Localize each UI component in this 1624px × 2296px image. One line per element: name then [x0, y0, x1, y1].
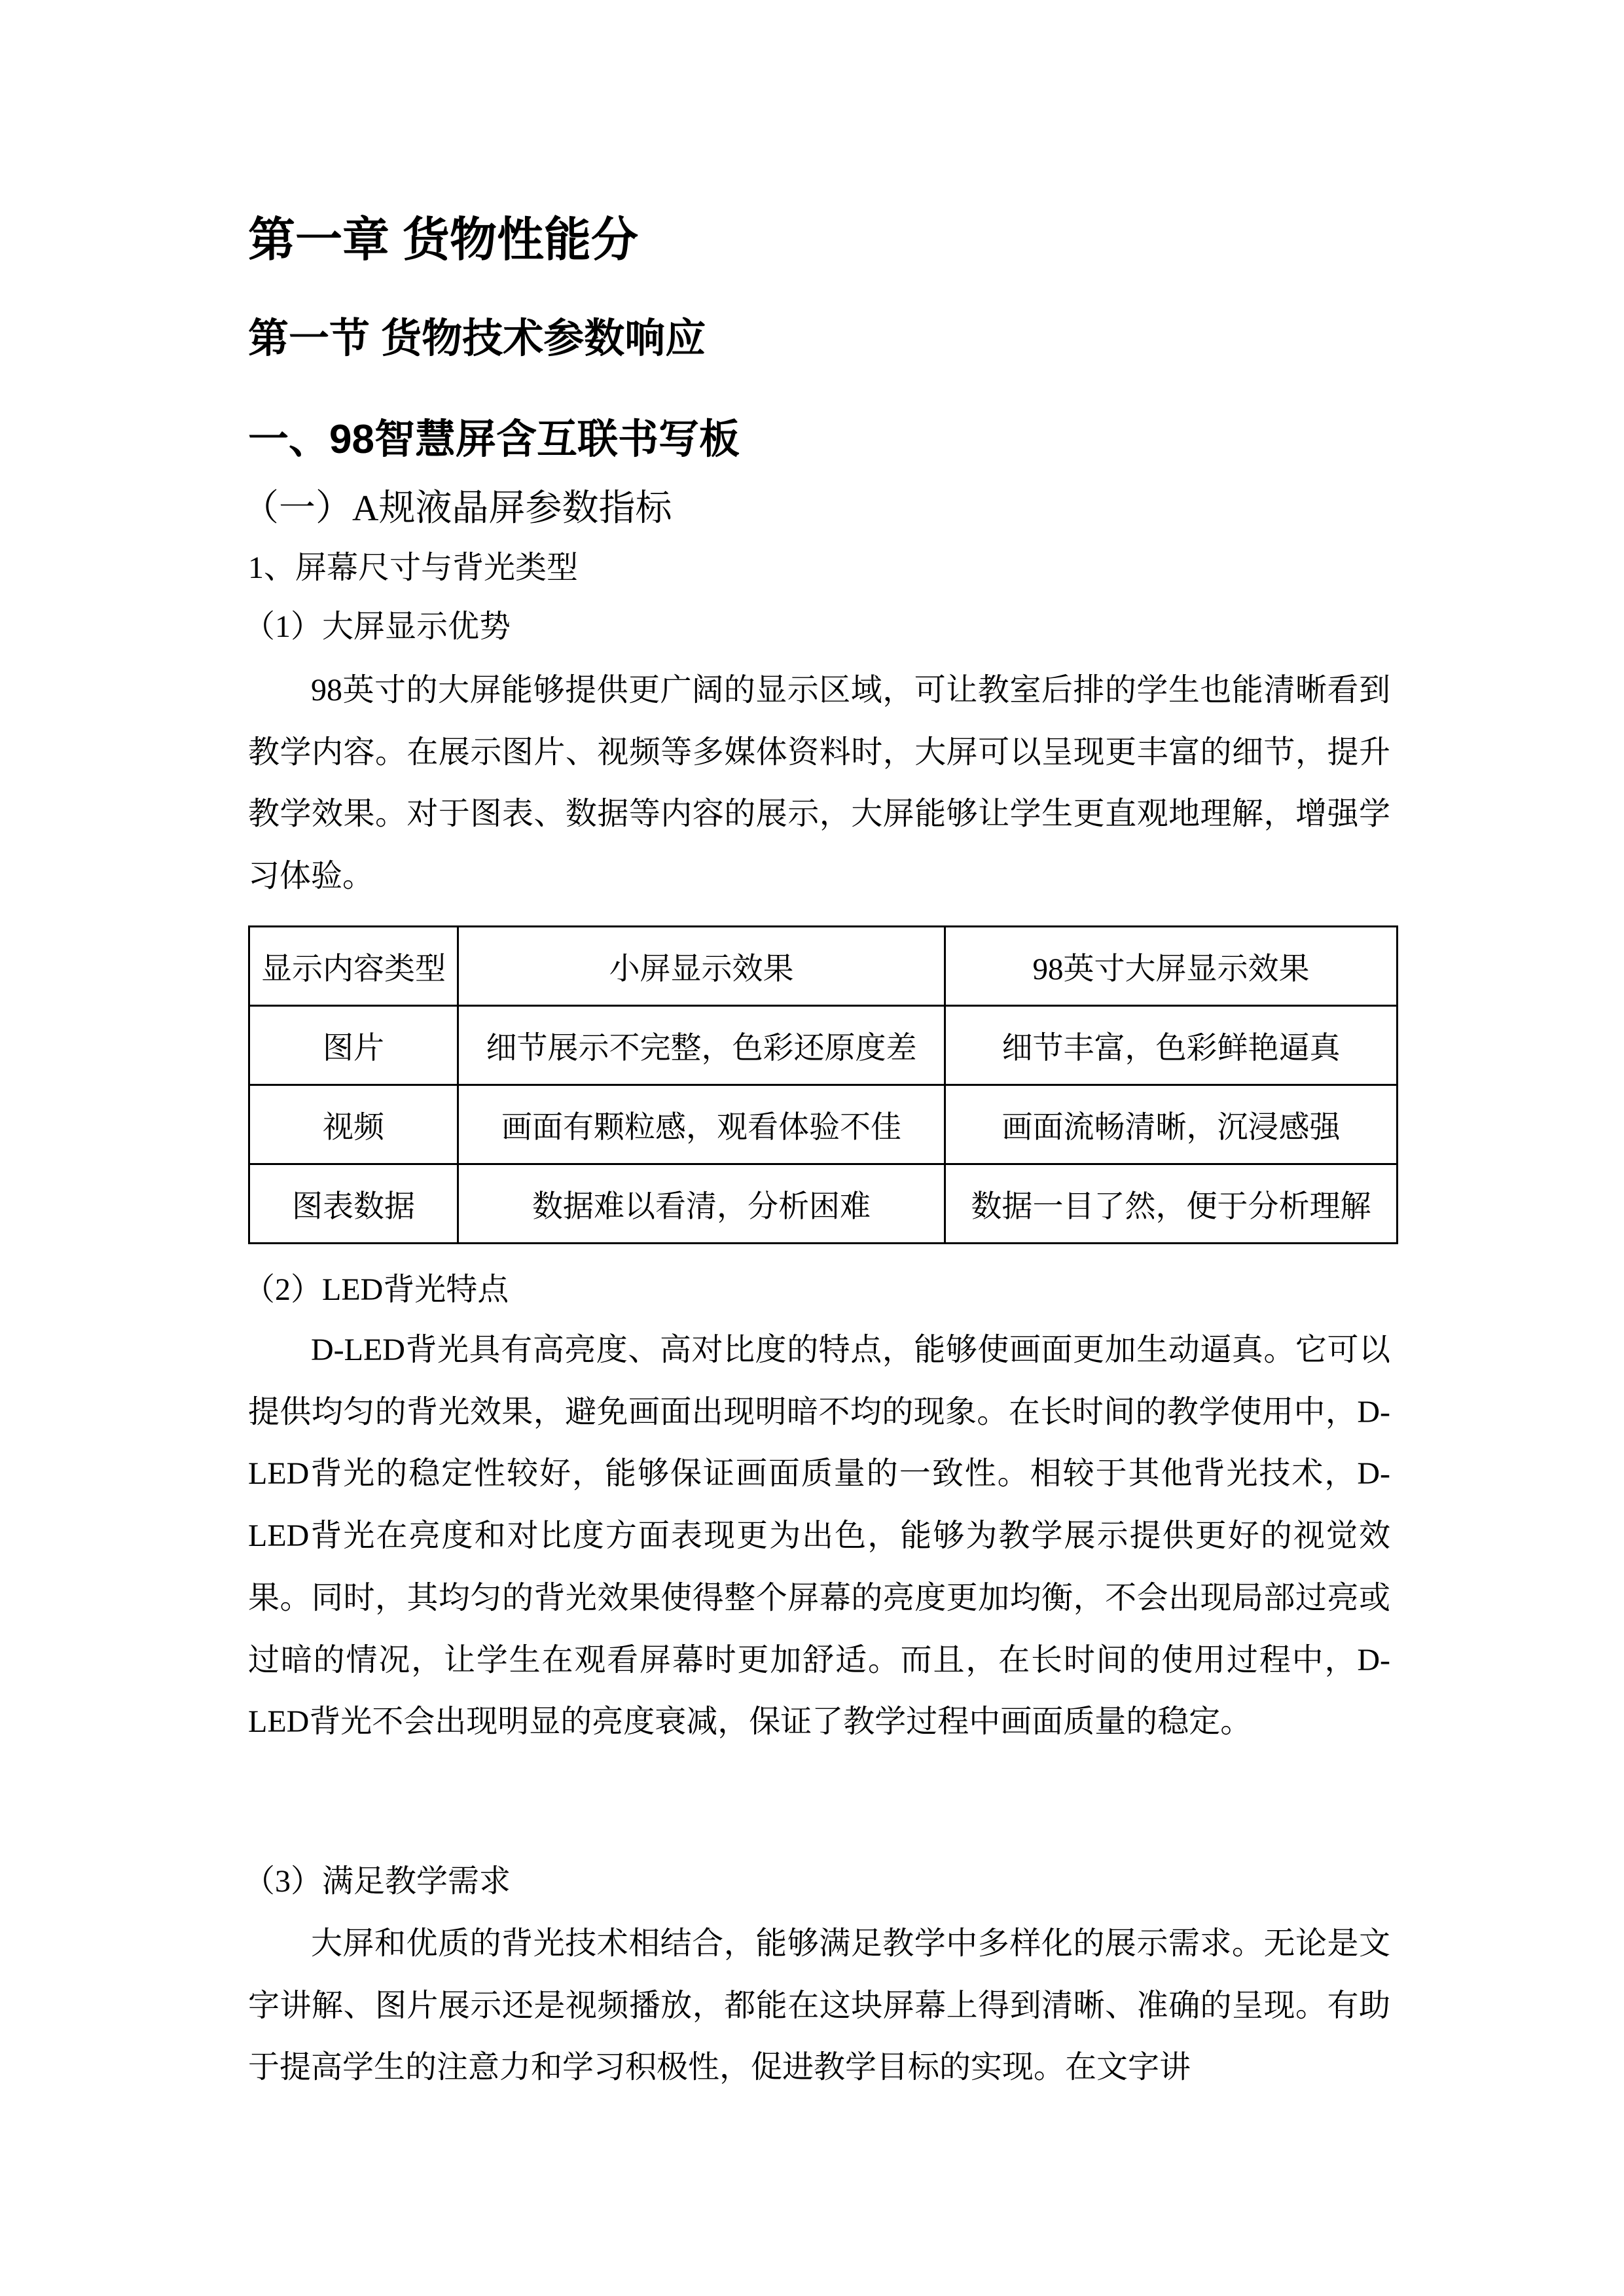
table-cell: 细节丰富，色彩鲜艳逼真: [945, 1006, 1398, 1085]
part1-paragraph: 98英寸的大屏能够提供更广阔的显示区域，可让教室后排的学生也能清晰看到教学内容。在展示图片、视频等多媒体资料时，大屏可以呈现更丰富的细节，提升教学效果。对于图表、数据等内容的展示，大屏能够让学生更直观地理解，增强学习体验。: [248, 673, 1390, 894]
table-cell: 画面有颗粒感，观看体验不佳: [458, 1085, 945, 1164]
table-cell: 数据难以看清，分析困难: [458, 1164, 945, 1244]
table-row: [249, 1085, 1398, 1164]
item-title: 1、屏幕尺寸与背光类型: [248, 550, 579, 585]
table-row: [249, 1006, 1398, 1085]
table-header-cell: 小屏显示效果: [458, 927, 945, 1006]
chapter-title: 第一章 货物性能分: [248, 214, 639, 266]
table-cell: 图片: [249, 1006, 458, 1085]
subsection-title: （一）A规液晶屏参数指标: [242, 488, 672, 529]
table-cell: 视频: [249, 1085, 458, 1164]
table-cell: 细节展示不完整，色彩还原度差: [458, 1006, 945, 1085]
part2-paragraph: D-LED背光具有高亮度、高对比度的特点，能够使画面更加生动逼真。它可以提供均匀的背光效果，避免画面出现明暗不均的现象。在长时间的教学使用中，D-LED背光的稳定性较好，能够保证画面质量的一致性。相较于其他背光技术，D-LED背光在亮度和对比度方面表现更为出色，能够为教学展示提供更好的视觉效果。同时，其均匀的背光效果使得整个屏幕的亮度更加均衡，不会出现局部过亮或过暗的情况，让学生在观看屏幕时更加舒适。而且，在长时间的使用过程中，D-LED背光不会出现明显的亮度衰减，保证了教学过程中画面质量的稳定。: [248, 1333, 1390, 1740]
part3-title: （3）满足教学需求: [244, 1864, 511, 1899]
table-cell: 画面流畅清晰，沉浸感强: [945, 1085, 1398, 1164]
part2-title: （2）LED背光特点: [244, 1272, 509, 1307]
section-title: 第一节 货物技术参数响应: [248, 316, 706, 361]
display-comparison-table: [248, 925, 1398, 1244]
part3-paragraph: 大屏和优质的背光技术相结合，能够满足教学中多样化的展示需求。无论是文字讲解、图片展示还是视频播放，都能在这块屏幕上得到清晰、准确的呈现。有助于提高学生的注意力和学习积极性，促进教学目标的实现。在文字讲: [248, 1926, 1390, 2085]
table-cell: 数据一目了然，便于分析理解: [945, 1164, 1398, 1244]
table-row: [249, 1164, 1398, 1244]
table-cell: 图表数据: [249, 1164, 458, 1244]
product-title: 一、98智慧屏含互联书写板: [248, 417, 740, 462]
table-header-row: [249, 927, 1398, 1006]
part1-title: （1）大屏显示优势: [244, 609, 511, 644]
table-header-cell: 显示内容类型: [249, 927, 458, 1006]
table-header-cell: 98英寸大屏显示效果: [945, 927, 1398, 1006]
